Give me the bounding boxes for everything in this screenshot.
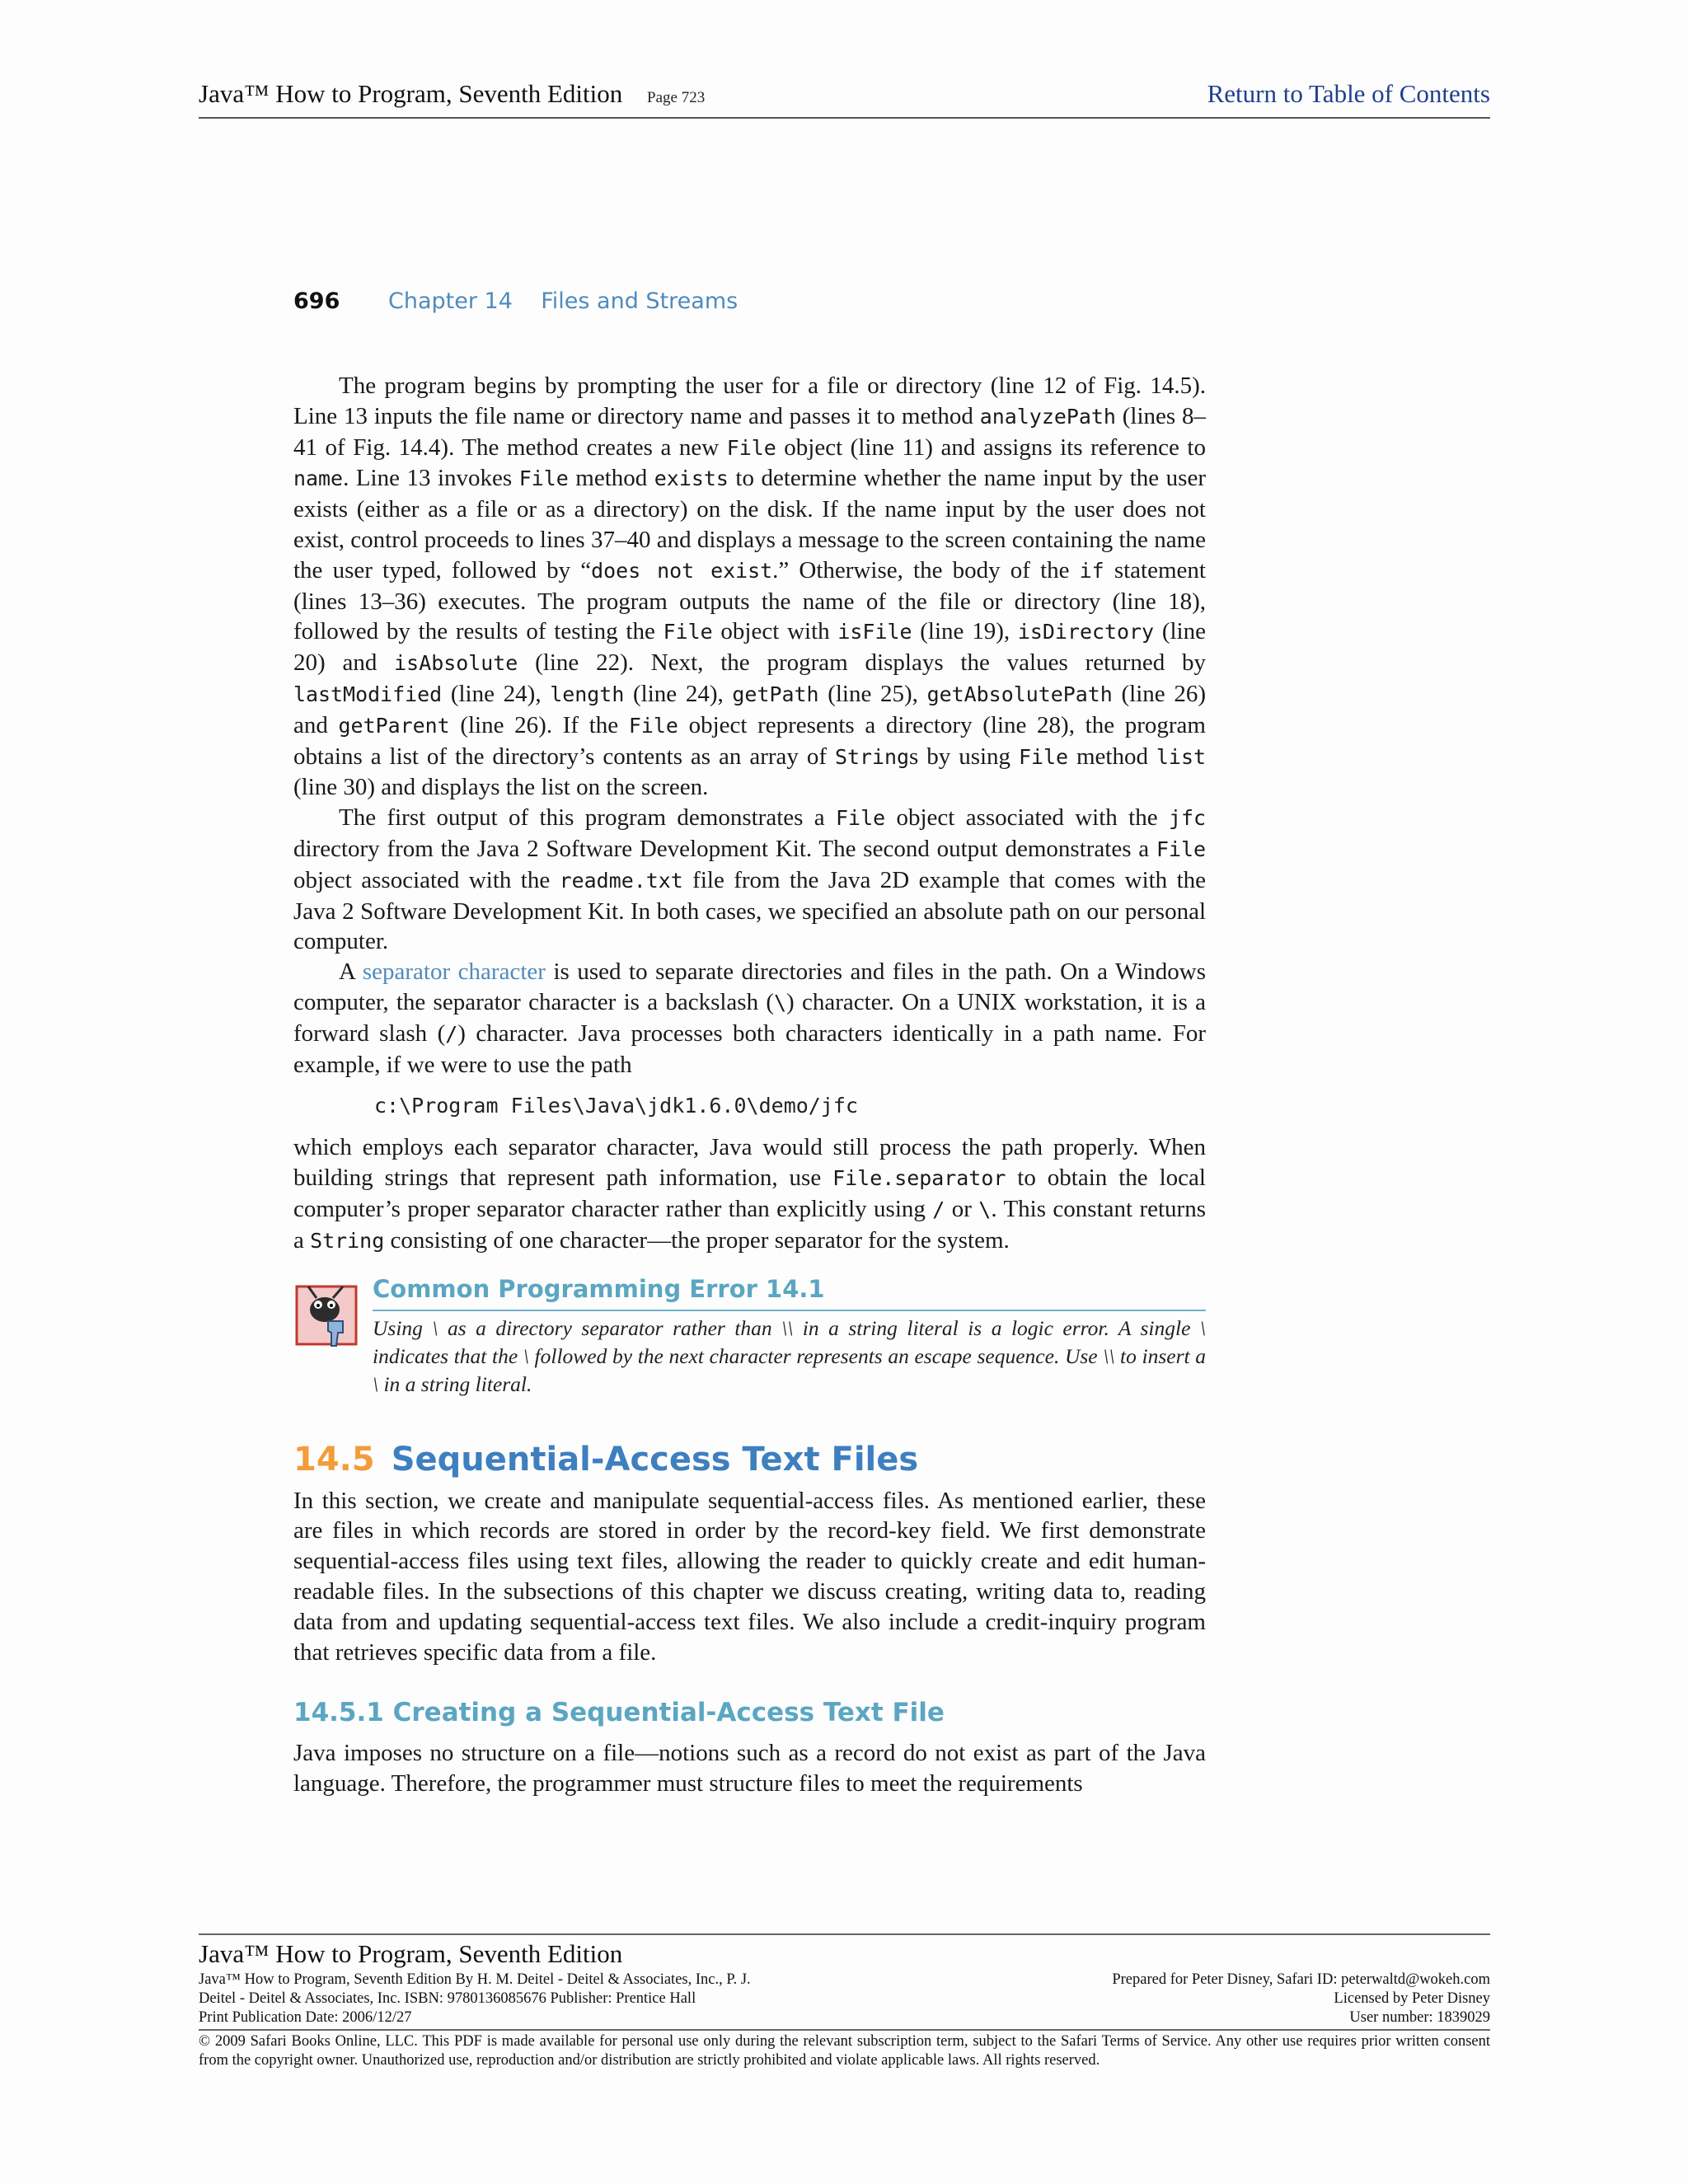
footer-divider [199,1933,1490,1935]
text-run: (line 22). Next, the program displays the values returned by [518,649,1207,677]
inline-code: File.separator [832,1166,1006,1191]
page-reference: Page 723 [647,89,706,106]
page-number: 696 [293,288,340,314]
inline-code: getAbsolutePath [926,682,1113,706]
text-run: statement (lines 13–36) executes. The program outputs the name of the file or directory (line 18), followed by the results of testing the [293,556,1206,645]
cpe-divider [373,1310,1206,1311]
footer-prepared-for: Prepared for Peter Disney, Safari ID: peterwaltd@wokeh.com [1112,1971,1490,1988]
chapter-title: Chapter 14 Files and Streams [388,288,738,314]
inline-code: if [1079,558,1104,583]
return-to-toc-link[interactable]: Return to Table of Contents [1207,79,1490,108]
paragraph [293,1486,1206,1668]
text-run: s by using [909,743,1019,770]
footer-title: Java™ How to Program, Seventh Edition [199,1939,623,1968]
safari-header [199,76,1490,119]
inline-code: File [518,466,569,491]
inline-code: File [628,713,678,738]
text-run: to obtain the local computer’s proper separator character rather than explicitly using [293,1165,1206,1222]
book-title [199,79,705,109]
text-run: . Line 13 invokes [343,465,519,492]
text-run: The first output of this program demonstrates a [339,804,837,832]
text-run: (line 25), [818,680,927,707]
inline-code: getPath [732,682,819,706]
footer-row [199,1990,1490,2008]
text-run: .” Otherwise, the body of the [772,556,1080,583]
paragraph [293,803,1206,957]
text-run: . This constant returns a [293,1195,1206,1254]
text-run: consisting of one character—the proper separator for the system. [384,1226,1010,1254]
copyright-notice: © 2009 Safari Books Online, LLC. This PDF is made available for personal use only during the relevant subscription term, subject to the Safari Terms of Service. Any other use requires prior written consent from the copyright owner. Unauthorized use, reproduction and/or distribution are strictly prohibited and violate applicable laws. All rights reserved. [199,2033,1490,2069]
inline-code: String [834,744,910,769]
text-run: (line 26). If the [449,711,629,738]
text-run: (line 19), [912,618,1018,645]
inline-code: exists [654,466,729,491]
inline-code: isFile [837,620,912,644]
text-run: (line 24), [442,680,551,707]
paragraph [293,1738,1206,1799]
inline-code: File [663,620,713,644]
text-run: (line 20) and [293,618,1206,677]
text-run: Java imposes no structure on a file—notions such as a record do not exist as part of the Java language. Therefore, the programmer must structure files to meet the requirements [293,1740,1206,1797]
text-run: method [568,465,654,492]
inline-code: \ [774,990,787,1015]
paragraph [293,957,1206,1080]
text-run: object represents a directory (line 28), the program obtains a list of the directory’s contents as an array of [293,711,1206,770]
text-run: A [339,958,363,986]
section-heading [293,1436,1206,1483]
subsection-heading: 14.5.1 Creating a Sequential-Access Text File [293,1698,945,1728]
footer-publication-date: Print Publication Date: 2006/12/27 [199,2009,412,2026]
inline-code: / [932,1197,945,1221]
footer-book-info: Java™ How to Program, Seventh Edition By H. M. Deitel - Deitel & Associates, Inc., P. J. [199,1971,751,1988]
inline-code: lastModified [293,682,443,706]
text-run: (line 26) and [293,680,1206,738]
inline-code: File [1018,744,1069,769]
section-number: 14.5 [293,1440,375,1479]
inline-code: readme.txt [559,868,683,893]
inline-code: jfc [1168,806,1207,831]
inline-code: list [1156,744,1206,769]
text-run: to determine whether the name input by the user exists (either as a file or as a directory) on the disk. If the name input by the user does not exist, control proceeds to lines 37–40 and displays a message to the screen containing the name the user typed, followed by “ [293,465,1206,583]
text-run: object (line 11) and assigns its reference to [776,434,1206,461]
page-content [293,371,1206,1799]
inline-code: getParent [338,713,450,738]
text-run: directory from the Java 2 Software Development Kit. The second output demonstrates a [293,835,1156,862]
inline-code: analyzePath [979,404,1116,429]
inline-code: File [1156,837,1206,861]
inline-code: isAbsolute [394,651,518,676]
common-programming-error-box [293,1275,1206,1405]
text-run: ) character. Java processes both characters identically in a path name. For example, if we were to use the path [293,1019,1206,1078]
inline-code: / [445,1021,458,1046]
code-example: c:\Program Files\Java\jdk1.6.0\demo/jfc [374,1094,858,1118]
inline-code: length [550,682,625,706]
safari-footer [199,1933,1490,2070]
footer-isbn: Deitel - Deitel & Associates, Inc. ISBN: 9780136085676 Publisher: Prentice Hall [199,1990,696,2007]
inline-code: name [293,466,344,491]
text-run: (line 24), [624,680,733,707]
inline-code: \ [978,1197,992,1221]
text-run: (lines 8–41 of Fig. 14.4). The method creates a new [293,402,1206,461]
footer-licensed-by: Licensed by Peter Disney [1334,1990,1490,2007]
text-run: method [1068,743,1156,770]
text-run: The program begins by prompting the user for a file or directory (line 12 of Fig. 14.5). Line 13 inputs the file name or directory name and passes it to method [293,373,1206,429]
text-run: file from the Java 2D example that comes with the Java 2 Software Development Kit. In both cases, we specified an absolute path on our personal computer. [293,866,1207,955]
footer-divider [199,2029,1490,2031]
cpe-title: Common Programming Error 14.1 [373,1274,825,1303]
text-run: ) character. On a UNIX workstation, it is a forward slash ( [293,988,1206,1047]
text-run: which employs each separator character, Java would still process the path properly. When building strings that represent path information, use [293,1134,1206,1192]
inline-code: String [310,1228,385,1253]
inline-code: File [836,806,886,831]
key-term: separator character [362,958,546,986]
footer-user-number: User number: 1839029 [1349,2009,1490,2026]
text-run: is used to separate directories and files in the path. On a Windows computer, the separator character is a backslash ( [293,958,1206,1015]
footer-row [199,2008,1490,2027]
text-run: object associated with the [885,804,1169,832]
text-run: or [945,1195,979,1222]
paragraph [293,371,1206,803]
inline-code: File [726,435,776,460]
section-title: Sequential-Access Text Files [391,1440,919,1479]
text-run: (line 30) and displays the list on the screen. [293,774,709,801]
text-run: object with [712,618,838,645]
inline-code: isDirectory [1017,620,1155,644]
text-run: In this section, we create and manipulate sequential-access files. As mentioned earlier, these are files in which records are stored in order by the record-key field. We first demonstrate sequential-access files using text files, allowing the reader to quickly create and edit human-readable files. In the subsections of this chapter we discuss creating, writing data to, reading data from and updating sequential-access text files. We also include a credit-inquiry program that retrieves specific data from a file. [293,1487,1206,1666]
book-title-text: Java™ How to Program, Seventh Edition [199,79,623,108]
cpe-text: Using \ as a directory separator rather than \\ in a string literal is a logic error. A single \ indicates that the \ followed by the next character represents an escape sequence. Use \\ to insert a \ in a string literal. [373,1315,1206,1396]
paragraph [293,1132,1206,1256]
footer-row [199,1971,1490,1990]
bug-thumbs-down-icon [295,1280,363,1351]
inline-code: does not exist [591,558,773,583]
text-run: object associated with the [293,866,560,893]
